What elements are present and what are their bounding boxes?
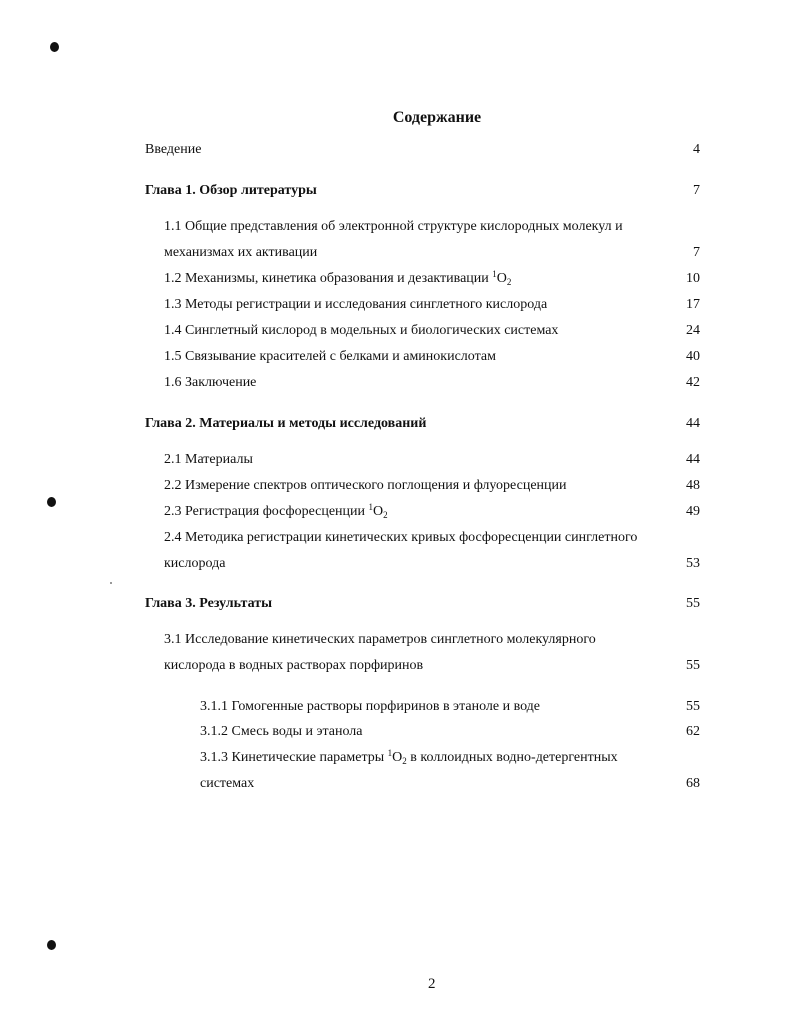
toc-entry-2-4-line1: 2.4 Методика регистрации кинетических кривых фосфоресценции синглетного bbox=[164, 530, 638, 545]
toc-page-chapter-3: 55 bbox=[686, 596, 700, 611]
binding-hole-top bbox=[50, 42, 59, 52]
toc-page-1-4: 24 bbox=[686, 323, 700, 338]
toc-page-3-1-1: 55 bbox=[686, 699, 700, 714]
toc-entry-1-1-line2: механизмах их активации bbox=[164, 245, 318, 260]
toc-entry-1-1-line1: 1.1 Общие представления об электронной структуре кислородных молекул и bbox=[164, 219, 623, 234]
superscript: 1 bbox=[387, 748, 393, 758]
toc-entry-2-3-text: 2.3 Регистрация фосфоресценции bbox=[164, 504, 369, 519]
toc-page-1-5: 40 bbox=[686, 349, 700, 364]
toc-entry-1-2 bbox=[164, 271, 511, 287]
page-title: Содержание bbox=[392, 109, 482, 126]
toc-page-2-1: 44 bbox=[686, 452, 700, 467]
toc-entry-2-3 bbox=[164, 504, 388, 520]
toc-page-chapter-1: 7 bbox=[693, 183, 700, 198]
toc-page-1-1: 7 bbox=[693, 245, 700, 260]
toc-page-1-6: 42 bbox=[686, 375, 700, 390]
superscript: 1 bbox=[368, 502, 374, 512]
toc-page-intro: 4 bbox=[693, 142, 700, 157]
toc-entry-chapter-3: Глава 3. Результаты bbox=[145, 596, 273, 611]
toc-page-1-3: 17 bbox=[686, 297, 700, 312]
toc-entry-chapter-1: Глава 1. Обзор литературы bbox=[145, 183, 317, 198]
toc-page-3-1: 55 bbox=[686, 658, 700, 673]
toc-page-2-3: 49 bbox=[686, 504, 700, 519]
toc-entry-1-5: 1.5 Связывание красителей с белками и аминокислотам bbox=[164, 349, 496, 364]
toc-page-2-2: 48 bbox=[686, 478, 700, 493]
scan-speck bbox=[110, 582, 112, 584]
toc-entry-chapter-2: Глава 2. Материалы и методы исследований bbox=[145, 416, 427, 431]
toc-entry-3-1-1: 3.1.1 Гомогенные растворы порфиринов в этаноле и воде bbox=[200, 699, 541, 714]
toc-entry-1-6: 1.6 Заключение bbox=[164, 375, 257, 390]
toc-page-3-1-3: 68 bbox=[686, 776, 700, 791]
binding-hole-middle bbox=[47, 497, 56, 507]
toc-entry-intro: Введение bbox=[145, 142, 202, 157]
toc-entry-3-1-3-text: 3.1.3 Кинетические параметры bbox=[200, 750, 388, 765]
oxygen-symbol: O bbox=[496, 271, 507, 286]
subscript: 2 bbox=[506, 277, 512, 287]
toc-entry-1-4: 1.4 Синглетный кислород в модельных и биологических системах bbox=[164, 323, 559, 338]
toc-page-1-2: 10 bbox=[686, 271, 700, 286]
toc-page-2-4: 53 bbox=[686, 556, 700, 571]
toc-entry-1-2-text: 1.2 Механизмы, кинетика образования и дезактивации bbox=[164, 271, 493, 286]
toc-entry-3-1-2: 3.1.2 Смесь воды и этанола bbox=[200, 724, 363, 739]
subscript: 2 bbox=[402, 756, 407, 766]
toc-page-3-1-2: 62 bbox=[686, 724, 700, 739]
toc-entry-3-1-3-line1 bbox=[200, 750, 618, 766]
toc-entry-3-1-line1: 3.1 Исследование кинетических параметров синглетного молекулярного bbox=[164, 632, 596, 647]
oxygen-symbol: O bbox=[392, 750, 403, 765]
toc-entry-3-1-line2: кислорода в водных растворах порфиринов bbox=[164, 658, 424, 673]
toc-entry-2-2: 2.2 Измерение спектров оптического поглощения и флуоресценции bbox=[164, 478, 567, 493]
toc-entry-1-3: 1.3 Методы регистрации и исследования синглетного кислорода bbox=[164, 297, 548, 312]
superscript: 1 bbox=[492, 269, 497, 279]
oxygen-symbol: O bbox=[373, 504, 384, 519]
binding-hole-bottom bbox=[47, 940, 56, 950]
page-number: 2 bbox=[428, 976, 436, 992]
subscript: 2 bbox=[383, 510, 388, 520]
toc-entry-3-1-3-line2: системах bbox=[200, 776, 255, 791]
toc-entry-2-4-line2: кислорода bbox=[164, 556, 226, 571]
toc-entry-2-1: 2.1 Материалы bbox=[164, 452, 253, 467]
toc-page-chapter-2: 44 bbox=[686, 416, 700, 431]
toc-entry-3-1-3-text-post: в коллоидных водно-детергентных bbox=[406, 750, 618, 765]
